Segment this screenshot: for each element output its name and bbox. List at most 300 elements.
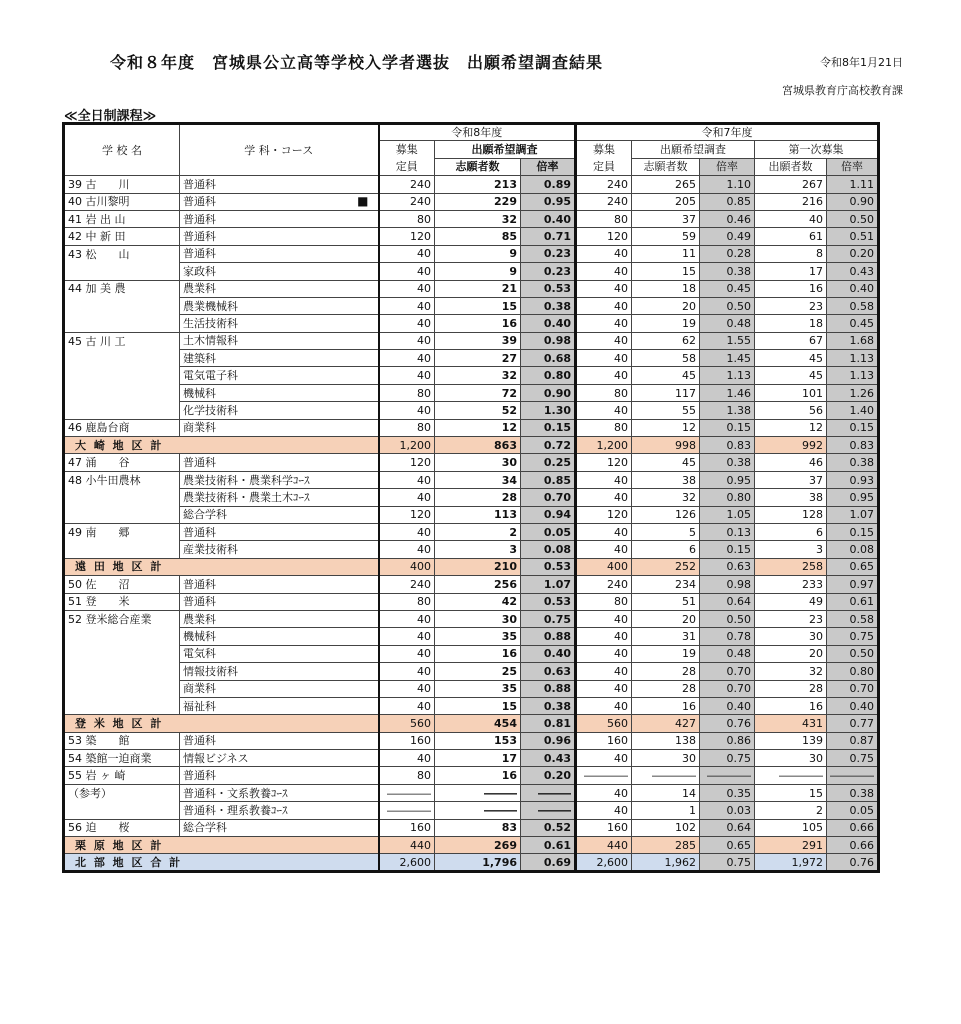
table-row xyxy=(64,610,879,627)
first-ratio-r7: 0.87 xyxy=(827,732,879,749)
ratio-r7: 0.35 xyxy=(700,784,755,801)
applicants-r7: 30 xyxy=(632,750,700,767)
capacity-r8: 40 xyxy=(379,628,435,645)
ratio-r8: 0.23 xyxy=(521,245,576,262)
first-applied-r7: 37 xyxy=(755,471,827,488)
header-school: 学 校 名 xyxy=(64,124,180,176)
ratio-r7: 1.38 xyxy=(700,402,755,419)
first-ratio-r7: ―――― xyxy=(827,767,879,784)
applicants-r7: 58 xyxy=(632,350,700,367)
school-name: 53 築 館 xyxy=(64,732,180,749)
ratio-r7: 0.28 xyxy=(700,245,755,262)
first-ratio-r7: 1.68 xyxy=(827,332,879,349)
applicants-r8: 83 xyxy=(435,819,521,836)
capacity-r7: 40 xyxy=(576,350,632,367)
first-applied-r7: 6 xyxy=(755,523,827,540)
applicants-r7: 19 xyxy=(632,315,700,332)
ratio-r8: 0.94 xyxy=(521,506,576,523)
applicants-r7: 102 xyxy=(632,819,700,836)
first-applied-r7: 8 xyxy=(755,245,827,262)
first-applied-r7: 233 xyxy=(755,576,827,593)
table-row xyxy=(64,784,879,801)
school-name: 44 加 美 農 xyxy=(64,280,180,297)
ratio-r8: 0.43 xyxy=(521,750,576,767)
capacity-r7: 40 xyxy=(576,645,632,662)
applicants-r7: 62 xyxy=(632,332,700,349)
applicants-r8: 72 xyxy=(435,384,521,401)
table-row xyxy=(64,367,879,384)
capacity-r8: 40 xyxy=(379,297,435,314)
table-row xyxy=(64,576,879,593)
applicants-r8: 9 xyxy=(435,263,521,280)
table-row xyxy=(64,680,879,697)
school-name: 43 松 山 xyxy=(64,245,180,262)
dept-name: 家政科 xyxy=(180,263,379,280)
ratio-r8: 0.81 xyxy=(521,715,576,732)
ratio-r8: 0.20 xyxy=(521,767,576,784)
applicants-r8: 9 xyxy=(435,245,521,262)
ratio-r8: 0.38 xyxy=(521,697,576,714)
applicants-r8: 256 xyxy=(435,576,521,593)
table-row xyxy=(64,523,879,540)
first-applied-r7: 23 xyxy=(755,297,827,314)
applicants-r7: 45 xyxy=(632,367,700,384)
ratio-r7: 0.70 xyxy=(700,680,755,697)
first-applied-r7: 128 xyxy=(755,506,827,523)
first-applied-r7: 16 xyxy=(755,280,827,297)
table-row xyxy=(64,210,879,227)
first-ratio-r7: 0.58 xyxy=(827,297,879,314)
first-ratio-r7: 0.58 xyxy=(827,610,879,627)
issue-date: 令和8年1月21日 xyxy=(820,56,903,69)
ratio-r8: ――― xyxy=(521,784,576,801)
first-ratio-r7: 0.66 xyxy=(827,819,879,836)
capacity-r8: 40 xyxy=(379,332,435,349)
applicants-r8: 17 xyxy=(435,750,521,767)
ratio-r8: 0.05 xyxy=(521,523,576,540)
capacity-r8: ―――― xyxy=(379,784,435,801)
table-row xyxy=(64,732,879,749)
table-row xyxy=(64,315,879,332)
dept-name: 電気科 xyxy=(180,645,379,662)
school-name: 41 岩 出 山 xyxy=(64,210,180,227)
dept-name: 普通科 xyxy=(180,523,379,540)
ratio-r8: 0.63 xyxy=(521,663,576,680)
ratio-r7: 0.38 xyxy=(700,454,755,471)
school-name: 56 迫 桜 xyxy=(64,819,180,836)
ratio-r7: 0.15 xyxy=(700,541,755,558)
capacity-r8: 160 xyxy=(379,819,435,836)
applicants-r7: 138 xyxy=(632,732,700,749)
first-ratio-r7: 0.90 xyxy=(827,193,879,210)
dept-name: 商業科 xyxy=(180,419,379,436)
capacity-r8: 80 xyxy=(379,419,435,436)
table-row xyxy=(64,384,879,401)
table-row xyxy=(64,750,879,767)
first-ratio-r7: 1.26 xyxy=(827,384,879,401)
dept-name: 土木情報科 xyxy=(180,332,379,349)
ratio-r7: 0.38 xyxy=(700,263,755,280)
applicants-r8: 2 xyxy=(435,523,521,540)
page-title: 令和８年度 宮城県公立高等学校入学者選抜 出願希望調査結果 xyxy=(110,53,604,72)
capacity-r8: 40 xyxy=(379,610,435,627)
first-ratio-r7: 1.13 xyxy=(827,367,879,384)
school-name: 47 涌 谷 xyxy=(64,454,180,471)
applicants-r8: 32 xyxy=(435,367,521,384)
applicants-r7: 15 xyxy=(632,263,700,280)
applicants-r8: 30 xyxy=(435,610,521,627)
ratio-r7: 0.48 xyxy=(700,315,755,332)
area-total-label: 大 崎 地 区 計 xyxy=(64,437,379,454)
school-name xyxy=(64,663,180,680)
header-firstratio-r7: 倍率 xyxy=(827,158,879,175)
school-name xyxy=(64,680,180,697)
applicants-r7: 11 xyxy=(632,245,700,262)
first-ratio-r7: 0.20 xyxy=(827,245,879,262)
first-ratio-r7: 0.38 xyxy=(827,454,879,471)
applicants-r7: 205 xyxy=(632,193,700,210)
capacity-r8: 120 xyxy=(379,506,435,523)
ratio-r8: 0.53 xyxy=(521,558,576,575)
applicants-r8: 3 xyxy=(435,541,521,558)
first-applied-r7: 15 xyxy=(755,784,827,801)
applicants-r7: 252 xyxy=(632,558,700,575)
first-ratio-r7: 0.66 xyxy=(827,837,879,854)
applicants-r7: 234 xyxy=(632,576,700,593)
applicants-r8: ――― xyxy=(435,784,521,801)
ratio-r7: 1.05 xyxy=(700,506,755,523)
capacity-r7: 40 xyxy=(576,245,632,262)
school-name xyxy=(64,697,180,714)
capacity-r7: 40 xyxy=(576,523,632,540)
applicants-r7: ―――― xyxy=(632,767,700,784)
first-ratio-r7: 0.15 xyxy=(827,419,879,436)
capacity-r8: 80 xyxy=(379,384,435,401)
capacity-r8: 40 xyxy=(379,541,435,558)
school-name xyxy=(64,506,180,523)
applicants-r8: 16 xyxy=(435,315,521,332)
dept-name: 普通科 xyxy=(180,228,379,245)
area-total-label: 北 部 地 区 合 計 xyxy=(64,854,379,871)
dept-name: 普通科・文系教養ｺｰｽ xyxy=(180,784,379,801)
ratio-r8: 0.80 xyxy=(521,367,576,384)
applicants-r7: 28 xyxy=(632,663,700,680)
capacity-r8: 40 xyxy=(379,263,435,280)
first-applied-r7: 139 xyxy=(755,732,827,749)
ratio-r7: 0.76 xyxy=(700,715,755,732)
first-applied-r7: 216 xyxy=(755,193,827,210)
first-applied-r7: 12 xyxy=(755,419,827,436)
first-ratio-r7: 0.05 xyxy=(827,802,879,819)
ratio-r7: 0.50 xyxy=(700,610,755,627)
capacity-r7: 40 xyxy=(576,541,632,558)
school-name: 52 登米総合産業 xyxy=(64,610,180,627)
capacity-r7: 240 xyxy=(576,576,632,593)
applicants-r8: 28 xyxy=(435,489,521,506)
first-ratio-r7: 0.75 xyxy=(827,628,879,645)
capacity-r8: 40 xyxy=(379,402,435,419)
dept-name: 建築科 xyxy=(180,350,379,367)
applicants-r7: 285 xyxy=(632,837,700,854)
first-ratio-r7: 1.40 xyxy=(827,402,879,419)
capacity-r8: 440 xyxy=(379,837,435,854)
capacity-r7: 40 xyxy=(576,784,632,801)
school-name xyxy=(64,645,180,662)
first-ratio-r7: 0.75 xyxy=(827,750,879,767)
capacity-r7: 40 xyxy=(576,332,632,349)
applicants-r7: 32 xyxy=(632,489,700,506)
table-row xyxy=(64,454,879,471)
first-applied-r7: 992 xyxy=(755,437,827,454)
applicants-r8: 27 xyxy=(435,350,521,367)
ratio-r7: 0.80 xyxy=(700,489,755,506)
school-name xyxy=(64,315,180,332)
first-applied-r7: 101 xyxy=(755,384,827,401)
dept-name: 商業科 xyxy=(180,680,379,697)
dept-name: 情報技術科 xyxy=(180,663,379,680)
issuing-org: 宮城県教育庁高校教育課 xyxy=(782,84,903,97)
ratio-r8: 0.40 xyxy=(521,645,576,662)
table-row xyxy=(64,471,879,488)
first-ratio-r7: 0.77 xyxy=(827,715,879,732)
first-ratio-r7: 0.83 xyxy=(827,437,879,454)
first-ratio-r7: 0.70 xyxy=(827,680,879,697)
first-applied-r7: 61 xyxy=(755,228,827,245)
ratio-r8: 0.88 xyxy=(521,628,576,645)
applicants-r8: 16 xyxy=(435,645,521,662)
ratio-r7: 0.64 xyxy=(700,593,755,610)
dept-name: 農業技術科・農業土木ｺｰｽ xyxy=(180,489,379,506)
table-row xyxy=(64,506,879,523)
applicants-r8: 113 xyxy=(435,506,521,523)
ratio-r8: 0.68 xyxy=(521,350,576,367)
capacity-r7: 440 xyxy=(576,837,632,854)
ratio-r8: 0.38 xyxy=(521,297,576,314)
ratio-r8: 0.70 xyxy=(521,489,576,506)
area-total-label: 遠 田 地 区 計 xyxy=(64,558,379,575)
subtotal-row xyxy=(64,558,879,575)
first-ratio-r7: 0.45 xyxy=(827,315,879,332)
ratio-r8: 0.69 xyxy=(521,854,576,871)
school-name xyxy=(64,297,180,314)
capacity-r7: 160 xyxy=(576,732,632,749)
school-name: 46 鹿島台商 xyxy=(64,419,180,436)
applicants-r8: 39 xyxy=(435,332,521,349)
applicants-r8: 30 xyxy=(435,454,521,471)
header-dept: 学 科・コース xyxy=(180,124,379,176)
applicants-r8: 454 xyxy=(435,715,521,732)
first-ratio-r7: 0.93 xyxy=(827,471,879,488)
ratio-r7: 0.13 xyxy=(700,523,755,540)
dept-name: 普通科 xyxy=(180,176,379,193)
header-ratio-r7: 倍率 xyxy=(700,158,755,175)
first-ratio-r7: 0.76 xyxy=(827,854,879,871)
first-ratio-r7: 0.50 xyxy=(827,210,879,227)
applicants-r8: 16 xyxy=(435,767,521,784)
first-ratio-r7: 0.08 xyxy=(827,541,879,558)
applicants-r7: 19 xyxy=(632,645,700,662)
first-applied-r7: 431 xyxy=(755,715,827,732)
capacity-r7: 40 xyxy=(576,280,632,297)
ratio-r7: 1.10 xyxy=(700,176,755,193)
capacity-r7: 40 xyxy=(576,802,632,819)
ratio-r7: 0.03 xyxy=(700,802,755,819)
ratio-r7: 0.40 xyxy=(700,697,755,714)
applicants-r8: 32 xyxy=(435,210,521,227)
capacity-r8: 40 xyxy=(379,315,435,332)
ratio-r7: 0.49 xyxy=(700,228,755,245)
ratio-r8: 0.95 xyxy=(521,193,576,210)
table-row xyxy=(64,628,879,645)
section-label: ≪全日制課程≫ xyxy=(64,109,157,124)
dept-name: 普通科 xyxy=(180,210,379,227)
applicants-r7: 51 xyxy=(632,593,700,610)
ratio-r7: 0.46 xyxy=(700,210,755,227)
applicants-r8: ――― xyxy=(435,802,521,819)
ratio-r7: 0.98 xyxy=(700,576,755,593)
subtotal-row xyxy=(64,437,879,454)
applicants-r7: 6 xyxy=(632,541,700,558)
school-name: 48 小牛田農林 xyxy=(64,471,180,488)
capacity-r7: 80 xyxy=(576,593,632,610)
total-row xyxy=(64,854,879,871)
capacity-r7: 80 xyxy=(576,384,632,401)
first-applied-r7: 56 xyxy=(755,402,827,419)
header-survey-r7: 出願希望調査 xyxy=(632,141,755,158)
capacity-r8: 400 xyxy=(379,558,435,575)
capacity-r8: 80 xyxy=(379,210,435,227)
header-r7: 令和7年度 xyxy=(576,124,879,141)
header-applied-r7: 出願者数 xyxy=(755,158,827,175)
capacity-r8: 120 xyxy=(379,228,435,245)
header-ratio-r8: 倍率 xyxy=(521,158,576,175)
first-applied-r7: 45 xyxy=(755,367,827,384)
applicants-r7: 117 xyxy=(632,384,700,401)
capacity-r7: 120 xyxy=(576,228,632,245)
capacity-r8: 240 xyxy=(379,576,435,593)
dept-name: 総合学科 xyxy=(180,819,379,836)
capacity-r8: 40 xyxy=(379,645,435,662)
ratio-r7: 1.13 xyxy=(700,367,755,384)
first-applied-r7: 267 xyxy=(755,176,827,193)
applicants-r8: 213 xyxy=(435,176,521,193)
table-row xyxy=(64,297,879,314)
first-applied-r7: 17 xyxy=(755,263,827,280)
first-applied-r7: 1,972 xyxy=(755,854,827,871)
ratio-r7: 0.50 xyxy=(700,297,755,314)
applicants-r8: 25 xyxy=(435,663,521,680)
applicants-r8: 863 xyxy=(435,437,521,454)
ratio-r8: 0.61 xyxy=(521,837,576,854)
first-ratio-r7: 0.97 xyxy=(827,576,879,593)
ratio-r8: 0.75 xyxy=(521,610,576,627)
capacity-r7: 40 xyxy=(576,471,632,488)
table-row xyxy=(64,767,879,784)
capacity-r7: 120 xyxy=(576,506,632,523)
applicants-r7: 998 xyxy=(632,437,700,454)
applicants-r7: 16 xyxy=(632,697,700,714)
ratio-r8: 0.52 xyxy=(521,819,576,836)
first-applied-r7: 40 xyxy=(755,210,827,227)
first-applied-r7: 105 xyxy=(755,819,827,836)
applicants-r8: 269 xyxy=(435,837,521,854)
dept-name xyxy=(180,193,379,210)
first-ratio-r7: 0.51 xyxy=(827,228,879,245)
dept-name: 情報ビジネス xyxy=(180,750,379,767)
dept-name: 普通科 xyxy=(180,593,379,610)
capacity-r7: 40 xyxy=(576,680,632,697)
school-name: 50 佐 沼 xyxy=(64,576,180,593)
dept-name: 普通科 xyxy=(180,732,379,749)
ratio-r7: 0.15 xyxy=(700,419,755,436)
school-name: 54 築館一迫商業 xyxy=(64,750,180,767)
applicants-r8: 35 xyxy=(435,680,521,697)
applicants-r8: 15 xyxy=(435,697,521,714)
capacity-r7: 40 xyxy=(576,402,632,419)
table-row xyxy=(64,819,879,836)
ratio-r8: 0.23 xyxy=(521,263,576,280)
school-name xyxy=(64,350,180,367)
ratio-r7: 1.45 xyxy=(700,350,755,367)
school-name: 42 中 新 田 xyxy=(64,228,180,245)
dept-name: 電気電子科 xyxy=(180,367,379,384)
applicants-r8: 34 xyxy=(435,471,521,488)
school-name xyxy=(64,802,180,819)
capacity-r7: 400 xyxy=(576,558,632,575)
capacity-r8: 2,600 xyxy=(379,854,435,871)
first-applied-r7: 3 xyxy=(755,541,827,558)
applicants-r7: 31 xyxy=(632,628,700,645)
capacity-r7: 80 xyxy=(576,210,632,227)
header-teiin-r8: 定員 xyxy=(379,158,435,175)
table-row xyxy=(64,332,879,349)
capacity-r8: 40 xyxy=(379,350,435,367)
capacity-r8: 40 xyxy=(379,663,435,680)
dept-name: 普通科・理系教養ｺｰｽ xyxy=(180,802,379,819)
first-ratio-r7: 0.61 xyxy=(827,593,879,610)
applicants-r7: 28 xyxy=(632,680,700,697)
header-survey-r8: 出願希望調査 xyxy=(435,141,576,158)
capacity-r7: 40 xyxy=(576,367,632,384)
school-name: 55 岩 ヶ 崎 xyxy=(64,767,180,784)
ratio-r8: 0.08 xyxy=(521,541,576,558)
ratio-r7: 1.46 xyxy=(700,384,755,401)
dept-name: 普通科 xyxy=(180,576,379,593)
capacity-r8: 120 xyxy=(379,454,435,471)
school-name: 39 古 川 xyxy=(64,176,180,193)
dept-name: 農業科 xyxy=(180,280,379,297)
ratio-r7: 1.55 xyxy=(700,332,755,349)
ratio-r8: 0.72 xyxy=(521,437,576,454)
dept-name: 普通科 xyxy=(180,454,379,471)
capacity-r7: 40 xyxy=(576,663,632,680)
ratio-r7: 0.78 xyxy=(700,628,755,645)
ratio-r8: 1.30 xyxy=(521,402,576,419)
first-applied-r7: 45 xyxy=(755,350,827,367)
school-name xyxy=(64,367,180,384)
square-marker-icon: ■ xyxy=(357,194,369,209)
school-name: 51 登 米 xyxy=(64,593,180,610)
ratio-r7: 0.65 xyxy=(700,837,755,854)
ratio-r7: 0.70 xyxy=(700,663,755,680)
table-row xyxy=(64,541,879,558)
first-applied-r7: 49 xyxy=(755,593,827,610)
applicants-r8: 153 xyxy=(435,732,521,749)
capacity-r8: 40 xyxy=(379,680,435,697)
applicants-r7: 265 xyxy=(632,176,700,193)
capacity-r8: ―――― xyxy=(379,802,435,819)
applicants-r7: 45 xyxy=(632,454,700,471)
